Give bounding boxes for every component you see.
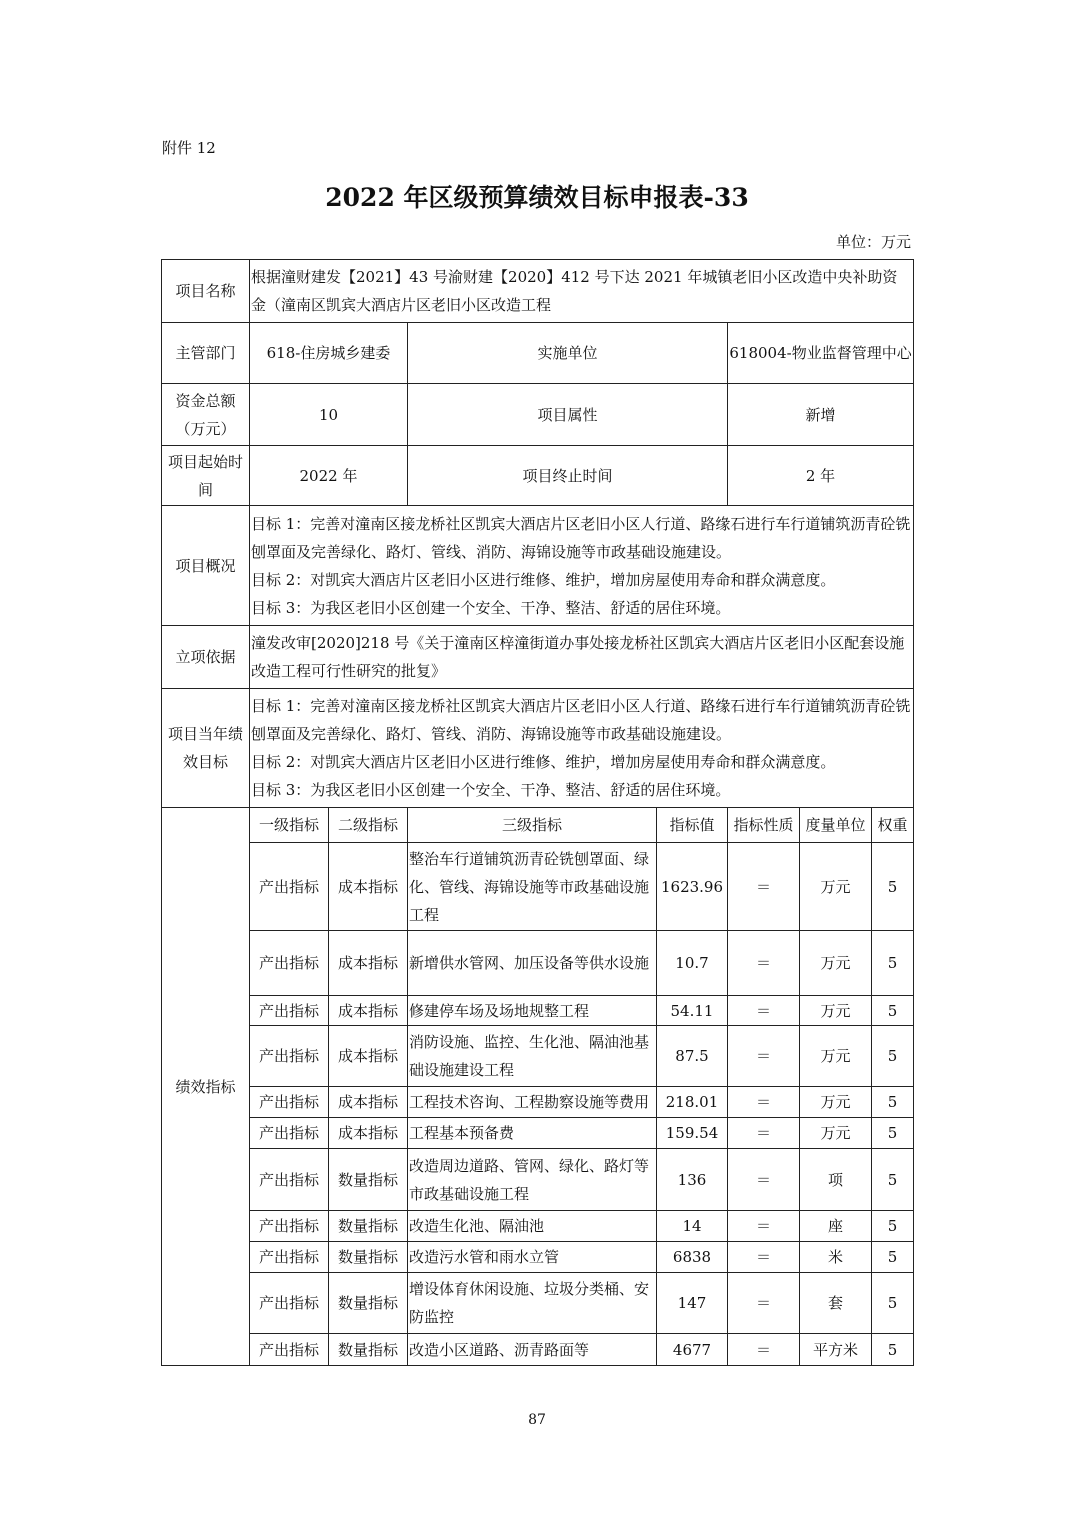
indicator-row <box>162 1334 914 1366</box>
unit-cell: 项 <box>800 1149 872 1211</box>
weight-cell: 5 <box>872 1118 914 1149</box>
nature-cell: ＝ <box>728 1273 800 1334</box>
attachment-label: 附件 12 <box>162 139 216 157</box>
unit-cell: 万元 <box>800 1087 872 1118</box>
level1-cell: 产出指标 <box>250 1149 329 1211</box>
fund-value: 10 <box>250 384 408 446</box>
value-cell: 10.7 <box>657 931 728 996</box>
value-cell: 6838 <box>657 1242 728 1273</box>
end-value: 2 年 <box>728 446 914 506</box>
level3-cell: 改造周边道路、管网、绿化、路灯等市政基础设施工程 <box>408 1149 657 1211</box>
goal-label: 项目当年绩效目标 <box>162 689 250 808</box>
weight-cell: 5 <box>872 1149 914 1211</box>
end-label: 项目终止时间 <box>408 446 728 506</box>
level2-cell: 成本指标 <box>329 843 408 931</box>
indicator-header-row <box>162 808 914 843</box>
level1-cell: 产出指标 <box>250 1334 329 1366</box>
value-cell: 147 <box>657 1273 728 1334</box>
value-cell: 218.01 <box>657 1087 728 1118</box>
indicator-row <box>162 843 914 931</box>
header-cell: 指标值 <box>657 808 728 843</box>
indicator-section-label: 绩效指标 <box>162 808 250 1366</box>
project-name-label: 项目名称 <box>162 260 250 323</box>
header-cell: 权重 <box>872 808 914 843</box>
fund-label: 资金总额（万元） <box>162 384 250 446</box>
nature-cell: ＝ <box>728 931 800 996</box>
unit-cell: 万元 <box>800 1118 872 1149</box>
attr-value: 新增 <box>728 384 914 446</box>
unit-cell: 万元 <box>800 931 872 996</box>
nature-cell: ＝ <box>728 1334 800 1366</box>
goal-value <box>250 689 914 808</box>
weight-cell: 5 <box>872 1273 914 1334</box>
value-cell: 4677 <box>657 1334 728 1366</box>
row-time <box>162 446 914 506</box>
weight-cell: 5 <box>872 843 914 931</box>
level2-cell: 数量指标 <box>329 1273 408 1334</box>
indicator-row <box>162 931 914 996</box>
level2-cell: 成本指标 <box>329 1118 408 1149</box>
nature-cell: ＝ <box>728 1026 800 1087</box>
dept-label: 主管部门 <box>162 323 250 384</box>
row-fund <box>162 384 914 446</box>
level1-cell: 产出指标 <box>250 843 329 931</box>
indicator-row <box>162 996 914 1026</box>
unit-cell: 万元 <box>800 1026 872 1087</box>
value-cell: 14 <box>657 1211 728 1242</box>
weight-cell: 5 <box>872 1242 914 1273</box>
budget-performance-table <box>161 259 914 1366</box>
goal-line: 目标 2：对凯宾大酒店片区老旧小区进行维修、维护，增加房屋使用寿命和群众满意度。 <box>251 753 836 771</box>
level1-cell: 产出指标 <box>250 1118 329 1149</box>
level1-cell: 产出指标 <box>250 1211 329 1242</box>
weight-cell: 5 <box>872 996 914 1026</box>
level3-cell: 改造小区道路、沥青路面等 <box>408 1334 657 1366</box>
overview-value <box>250 506 914 626</box>
unit-cell: 米 <box>800 1242 872 1273</box>
indicator-row <box>162 1026 914 1087</box>
weight-cell: 5 <box>872 1334 914 1366</box>
indicator-row <box>162 1242 914 1273</box>
weight-cell: 5 <box>872 1087 914 1118</box>
unit-cell: 万元 <box>800 843 872 931</box>
unit-cell: 座 <box>800 1211 872 1242</box>
level1-cell: 产出指标 <box>250 1026 329 1087</box>
weight-cell: 5 <box>872 1026 914 1087</box>
indicator-row <box>162 1087 914 1118</box>
overview-line: 目标 2：对凯宾大酒店片区老旧小区进行维修、维护，增加房屋使用寿命和群众满意度。 <box>251 570 836 589</box>
weight-cell: 5 <box>872 1211 914 1242</box>
nature-cell: ＝ <box>728 1118 800 1149</box>
header-cell: 指标性质 <box>728 808 800 843</box>
start-label: 项目起始时间 <box>162 446 250 506</box>
impl-value: 618004-物业监督管理中心 <box>728 323 914 384</box>
unit-cell: 平方米 <box>800 1334 872 1366</box>
overview-line: 目标 3：为我区老旧小区创建一个安全、干净、整洁、舒适的居住环境。 <box>251 598 731 617</box>
unit-cell: 套 <box>800 1273 872 1334</box>
level3-cell: 工程技术咨询、工程勘察设施等费用 <box>408 1087 657 1118</box>
attr-label: 项目属性 <box>408 384 728 446</box>
overview-line: 目标 1：完善对潼南区接龙桥社区凯宾大酒店片区老旧小区人行道、路缘石进行车行道铺筑沥青砼铣刨罩面及完善绿化、路灯、管线、消防、海锦设施等市政基础设施建设。 <box>251 514 911 561</box>
level3-cell: 增设体育休闲设施、垃圾分类桶、安防监控 <box>408 1273 657 1334</box>
nature-cell: ＝ <box>728 1149 800 1211</box>
dept-value: 618-住房城乡建委 <box>250 323 408 384</box>
header-cell: 度量单位 <box>800 808 872 843</box>
level3-cell: 改造污水管和雨水立管 <box>408 1242 657 1273</box>
indicator-row <box>162 1273 914 1334</box>
header-cell: 二级指标 <box>329 808 408 843</box>
value-cell: 1623.96 <box>657 843 728 931</box>
level1-cell: 产出指标 <box>250 1087 329 1118</box>
level3-cell: 工程基本预备费 <box>408 1118 657 1149</box>
nature-cell: ＝ <box>728 1087 800 1118</box>
nature-cell: ＝ <box>728 843 800 931</box>
value-cell: 136 <box>657 1149 728 1211</box>
basis-label: 立项依据 <box>162 626 250 689</box>
value-cell: 87.5 <box>657 1026 728 1087</box>
level2-cell: 成本指标 <box>329 1087 408 1118</box>
level1-cell: 产出指标 <box>250 931 329 996</box>
header-cell: 三级指标 <box>408 808 657 843</box>
indicator-row <box>162 1149 914 1211</box>
level3-cell: 新增供水管网、加压设备等供水设施 <box>408 931 657 996</box>
nature-cell: ＝ <box>728 1242 800 1273</box>
level3-cell: 整治车行道铺筑沥青砼铣刨罩面、绿化、管线、海锦设施等市政基础设施工程 <box>408 843 657 931</box>
unit-cell: 万元 <box>800 996 872 1026</box>
level2-cell: 数量指标 <box>329 1242 408 1273</box>
level2-cell: 成本指标 <box>329 996 408 1026</box>
level2-cell: 数量指标 <box>329 1334 408 1366</box>
level2-cell: 数量指标 <box>329 1211 408 1242</box>
row-basis <box>162 626 914 689</box>
nature-cell: ＝ <box>728 1211 800 1242</box>
level1-cell: 产出指标 <box>250 1242 329 1273</box>
row-overview <box>162 506 914 626</box>
level2-cell: 成本指标 <box>329 931 408 996</box>
row-project-name <box>162 260 914 323</box>
level2-cell: 数量指标 <box>329 1149 408 1211</box>
level1-cell: 产出指标 <box>250 1273 329 1334</box>
basis-value: 潼发改审[2020]218 号《关于潼南区梓潼街道办事处接龙桥社区凯宾大酒店片区老旧小区配套设施改造工程可行性研究的批复》 <box>250 626 914 689</box>
level1-cell: 产出指标 <box>250 996 329 1026</box>
row-goal <box>162 689 914 808</box>
level3-cell: 消防设施、监控、生化池、隔油池基础设施建设工程 <box>408 1026 657 1087</box>
nature-cell: ＝ <box>728 996 800 1026</box>
indicator-row <box>162 1118 914 1149</box>
unit-label: 单位：万元 <box>835 233 911 251</box>
goal-line: 目标 1：完善对潼南区接龙桥社区凯宾大酒店片区老旧小区人行道、路缘石进行车行道铺筑沥青砼铣刨罩面及完善绿化、路灯、管线、消防、海锦设施等市政基础设施建设。 <box>251 697 911 743</box>
goal-line: 目标 3：为我区老旧小区创建一个安全、干净、整洁、舒适的居住环境。 <box>251 781 731 799</box>
header-cell: 一级指标 <box>250 808 329 843</box>
row-dept <box>162 323 914 384</box>
start-value: 2022 年 <box>250 446 408 506</box>
level2-cell: 成本指标 <box>329 1026 408 1087</box>
indicator-row <box>162 1211 914 1242</box>
level3-cell: 改造生化池、隔油池 <box>408 1211 657 1242</box>
level3-cell: 修建停车场及场地规整工程 <box>408 996 657 1026</box>
value-cell: 159.54 <box>657 1118 728 1149</box>
impl-label: 实施单位 <box>408 323 728 384</box>
overview-label: 项目概况 <box>162 506 250 626</box>
project-name-value: 根据潼财建发【2021】43 号渝财建【2020】412 号下达 2021 年城镇老旧小区改造中央补助资金（潼南区凯宾大酒店片区老旧小区改造工程 <box>250 260 914 323</box>
value-cell: 54.11 <box>657 996 728 1026</box>
weight-cell: 5 <box>872 931 914 996</box>
page-title: 2022 年区级预算绩效目标申报表-33 <box>325 183 749 212</box>
page-number: 87 <box>528 1412 546 1428</box>
